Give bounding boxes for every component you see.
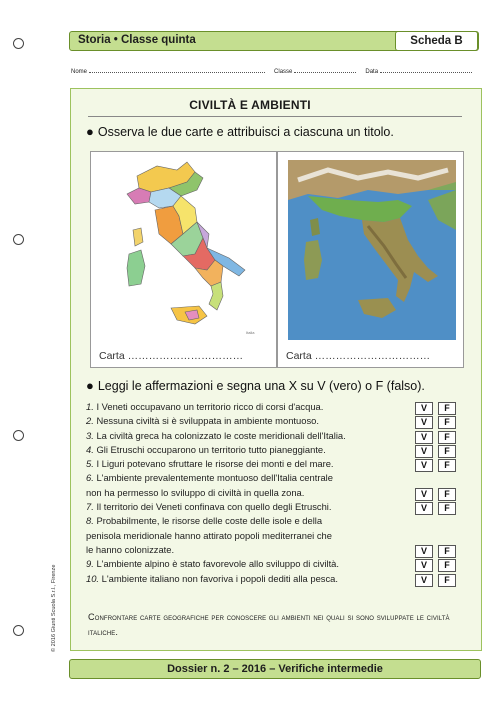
name-row <box>71 66 481 75</box>
statement-5: 5. I Liguri potevano sfruttare le risorse dei monti e del mare. <box>86 458 334 470</box>
map-card-left <box>90 151 277 368</box>
false-checkbox-2[interactable]: F <box>438 416 456 429</box>
question-1 <box>86 124 394 139</box>
statement-4: 4. Gli Etruschi occuparono un territorio tutto pianeggiante. <box>86 443 326 455</box>
date-label: Data <box>365 69 379 75</box>
true-checkbox-4[interactable]: V <box>415 445 433 458</box>
political-map-image <box>99 158 269 340</box>
false-checkbox-5[interactable]: F <box>438 459 456 472</box>
question-2-text: Leggi le affermazioni e segna una X su V (vero) o F (falso). <box>97 379 425 393</box>
false-checkbox-6[interactable]: F <box>438 488 456 501</box>
page-title: CIVILTÀ E AMBIENTI <box>189 98 311 112</box>
sheet-label: Scheda B <box>395 31 478 51</box>
class-label: Classe <box>274 69 293 75</box>
false-checkbox-9[interactable]: F <box>438 559 456 572</box>
subject-label: Storia • Classe quinta <box>78 34 196 46</box>
statement-7: 7. Il territorio dei Veneti confinava con quello degli Etruschi. <box>86 501 332 513</box>
true-checkbox-5[interactable]: V <box>415 459 433 472</box>
true-checkbox-1[interactable]: V <box>415 402 433 415</box>
name-field[interactable] <box>89 66 265 73</box>
bullet-icon: ● <box>86 124 94 139</box>
header-bar <box>69 31 479 51</box>
footer-bar: Dossier n. 2 – 2016 – Verifiche intermedie <box>69 659 481 679</box>
true-checkbox-10[interactable]: V <box>415 574 433 587</box>
statement-3: 3. La civiltà greca ha colonizzato le coste meridionali dell'Italia. <box>86 429 346 441</box>
binder-hole <box>13 430 24 441</box>
statement-1: 1. I Veneti occupavano un territorio ricco di corsi d'acqua. <box>86 401 324 412</box>
true-checkbox-9[interactable]: V <box>415 559 433 572</box>
question-1-text: Osserva le due carte e attribuisci a ciascuna un titolo. <box>97 125 394 139</box>
title-divider <box>88 116 462 117</box>
false-checkbox-8[interactable]: F <box>438 545 456 558</box>
copyright-text: © 2016 Giunti Scuola S.r.l., Firenze <box>51 564 57 652</box>
binder-hole <box>13 234 24 245</box>
false-checkbox-7[interactable]: F <box>438 502 456 515</box>
false-checkbox-3[interactable]: F <box>438 431 456 444</box>
true-checkbox-2[interactable]: V <box>415 416 433 429</box>
date-field[interactable] <box>380 66 472 73</box>
bullet-icon: ● <box>86 378 94 393</box>
binder-hole <box>13 625 24 636</box>
true-checkbox-3[interactable]: V <box>415 431 433 444</box>
physical-map-image <box>288 160 456 340</box>
true-checkbox-8[interactable]: V <box>415 545 433 558</box>
map-left-title-field[interactable]: Carta …………………………… <box>99 350 244 362</box>
statements-list <box>86 400 386 586</box>
map-card-right <box>277 151 464 368</box>
false-checkbox-10[interactable]: F <box>438 574 456 587</box>
statement-2: 2. Nessuna civiltà si è sviluppata in ambiente montuoso. <box>86 415 319 427</box>
statement-9: 9. L'ambiente alpino è stato favorevole allo sviluppo di civiltà. <box>86 558 339 570</box>
name-label: Nome <box>71 69 88 75</box>
class-field[interactable] <box>294 66 356 73</box>
map-right-title-field[interactable]: Carta …………………………… <box>286 350 431 362</box>
statement-10: 10. L'ambiente italiano non favoriva i popoli dediti alla pesca. <box>86 572 338 584</box>
question-2 <box>86 378 425 393</box>
statement-6: 6. L'ambiente prevalentemente montuoso dell'Italia centrale non ha permesso lo sviluppo di civiltà in quella zona. <box>86 472 333 498</box>
true-checkbox-7[interactable]: V <box>415 502 433 515</box>
false-checkbox-4[interactable]: F <box>438 445 456 458</box>
false-checkbox-1[interactable]: F <box>438 402 456 415</box>
true-checkbox-6[interactable]: V <box>415 488 433 501</box>
statement-8: 8. Probabilmente, le risorse delle coste delle isole e della penisola meridionale hanno attirato popoli mediterranei che le hanno colonizzate. <box>86 515 332 555</box>
binder-hole <box>13 38 24 49</box>
svg-text:Italia: Italia <box>246 330 255 335</box>
conclusion-text: Confrontare carte geografiche per conoscere gli ambienti nei quali si sono sviluppate le civiltà italiche. <box>88 612 450 637</box>
